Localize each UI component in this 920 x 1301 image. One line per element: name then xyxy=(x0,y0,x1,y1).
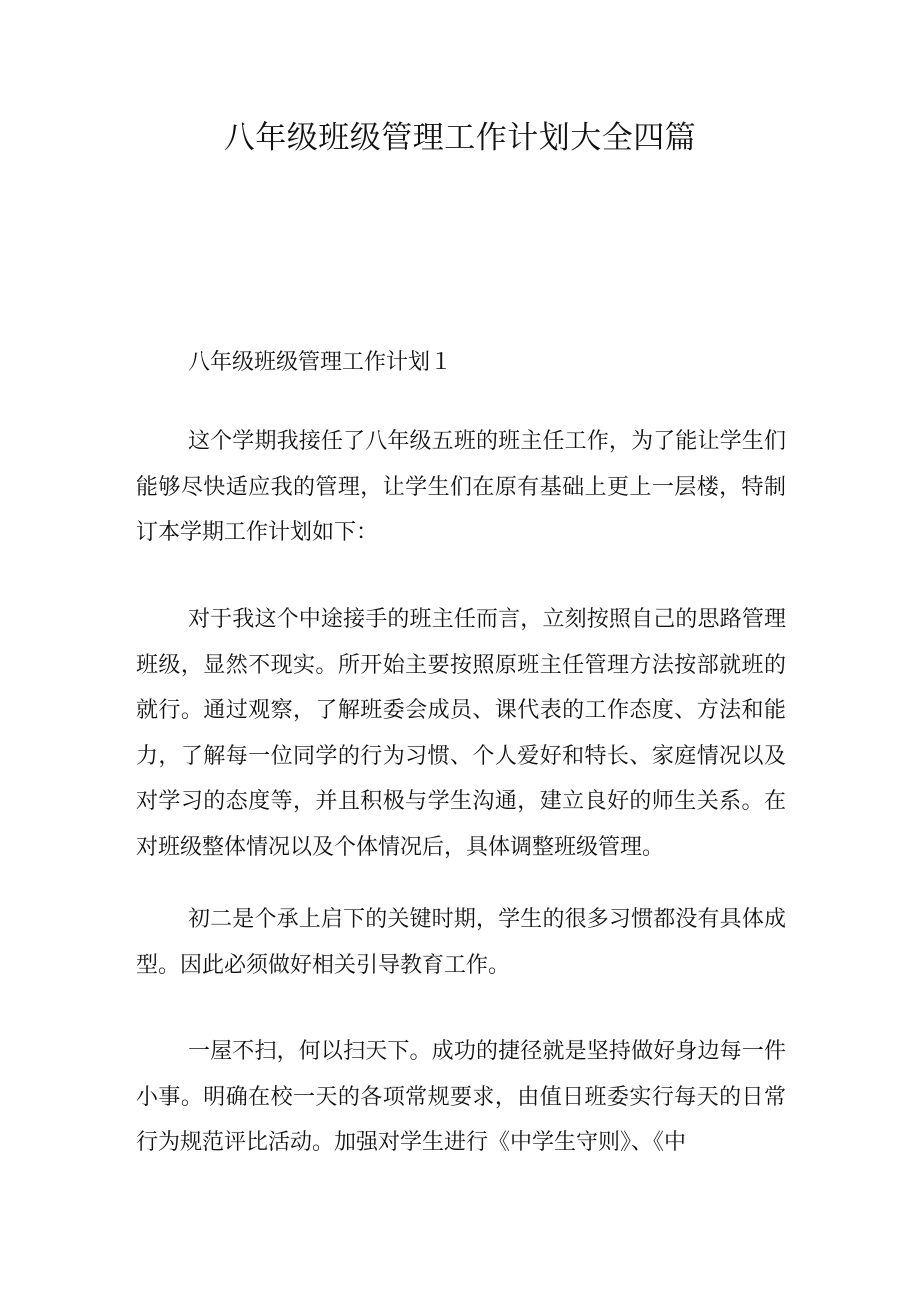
paragraph-1: 这个学期我接任了八年级五班的班主任工作，为了能让学生们能够尽快适应我的管理，让学生们在原有基础上更上一层楼，特制订本学期工作计划如下： xyxy=(136,429,786,545)
paragraph-4: 一屋不扫，何以扫天下。成功的捷径就是坚持做好身边每一件小事。明确在校一天的各项常规要求，由值日班委实行每天的日常行为规范评比活动。加强对学生进行《中学生守则》、《中 xyxy=(136,1039,786,1155)
paragraph-2: 对于我这个中途接手的班主任而言，立刻按照自己的思路管理班级，显然不现实。所开始主要按照原班主任管理方法按部就班的就行。通过观察，了解班委会成员、课代表的工作态度、方法和能力，了解每一位同学的行为习惯、个人爱好和特长、家庭情况以及对学习的态度等，并且积极与学生沟通，建立良好的师生关系。在对班级整体情况以及个体情况后，具体调整班级管理。 xyxy=(136,607,786,860)
section-heading: 八年级班级管理工作计划１ xyxy=(188,350,453,375)
paragraph-3: 初二是个承上启下的关键时期，学生的很多习惯都没有具体成型。因此必须做好相关引导教育工作。 xyxy=(136,907,786,978)
document-title: 八年级班级管理工作计划大全四篇 xyxy=(223,120,697,156)
